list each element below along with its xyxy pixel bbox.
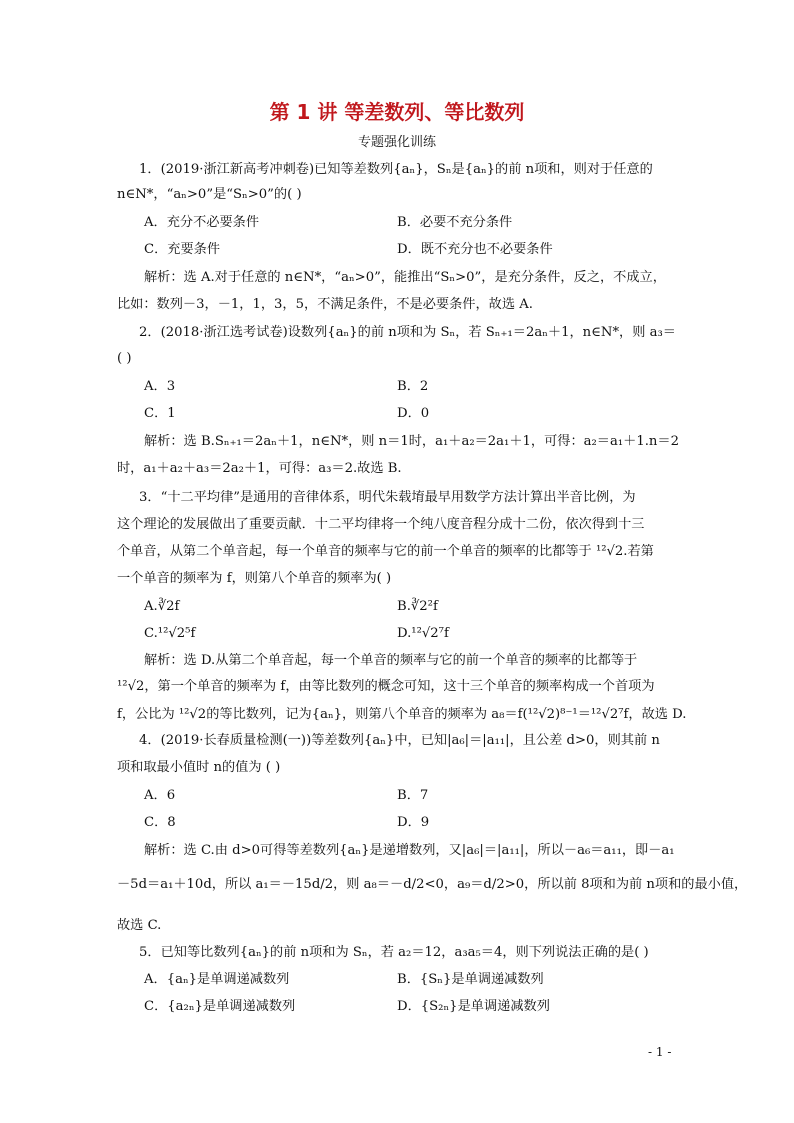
- q1-solution-2: 比如：数列－3，－1，1，3，5，不满足条件，不是必要条件，故选 A.: [117, 297, 533, 312]
- q2-line-2: ( ): [117, 351, 132, 366]
- q1-option-d: D．既不充分也不必要条件: [397, 242, 553, 257]
- q2-option-a: A．3: [144, 379, 176, 394]
- q5-option-b: B．{Sₙ}是单调递减数列: [397, 972, 544, 987]
- q1-line-2: n∈N*，“aₙ>0”是“Sₙ>0”的( ): [117, 187, 302, 202]
- q2-option-d: D．0: [397, 406, 430, 421]
- q3-option-d: D.¹²√2⁷f: [397, 626, 449, 641]
- q1-line-1: 1．(2019·浙江新高考冲刺卷)已知等差数列{aₙ}，Sₙ是{aₙ}的前 n项和，则对于任意的: [139, 162, 653, 177]
- q2-solution-2: 时，a₁＋a₂＋a₃＝2a₂＋1，可得：a₃＝2.故选 B.: [117, 461, 402, 476]
- q3-option-c: C.¹²√2⁵f: [144, 626, 196, 641]
- page-title: 第 1 讲 等差数列、等比数列: [269, 100, 525, 124]
- q4-solution-3: 故选 C.: [117, 918, 162, 933]
- q2-solution-1: 解析：选 B.Sₙ₊₁＝2aₙ＋1，n∈N*，则 n＝1时，a₁＋a₂＝2a₁＋1，可得：a₂＝a₁＋1.n＝2: [144, 434, 679, 449]
- q1-option-b: B．必要不充分条件: [397, 215, 513, 230]
- q1-solution-1: 解析：选 A.对于任意的 n∈N*，“aₙ>0”，能推出“Sₙ>0”，是充分条件，反之，不成立，: [144, 270, 666, 285]
- q2-option-b: B．2: [397, 379, 429, 394]
- q3-solution-2: ¹²√2，第一个单音的频率为 f，由等比数列的概念可知，这十三个单音的频率构成一个首项为: [117, 679, 655, 694]
- q3-line-4: 一个单音的频率为 f，则第八个单音的频率为( ): [117, 571, 392, 586]
- q1-option-a: A．充分不必要条件: [144, 215, 260, 230]
- page-subtitle: 专题强化训练: [357, 135, 436, 150]
- q4-option-a: A．6: [144, 788, 176, 803]
- q4-solution-1: 解析：选 C.由 d>0可得等差数列{aₙ}是递增数列，又|a₆|＝|a₁₁|，所以－a₆＝a₁₁，即－a₁: [144, 843, 675, 858]
- q5-option-d: D．{S₂ₙ}是单调递减数列: [397, 999, 550, 1014]
- q5-line-1: 5．已知等比数列{aₙ}的前 n项和为 Sₙ，若 a₂＝12，a₃a₅＝4，则下列说法正确的是( ): [139, 945, 649, 960]
- q3-solution-1: 解析：选 D.从第二个单音起，每一个单音的频率与它的前一个单音的频率的比都等于: [144, 653, 638, 668]
- q3-line-1: 3．“十二平均律”是通用的音律体系，明代朱载堉最早用数学方法计算出半音比例，为: [139, 490, 636, 505]
- q1-option-c: C．充要条件: [144, 242, 221, 257]
- q4-option-b: B．7: [397, 788, 429, 803]
- page-number: - 1 -: [648, 1045, 672, 1059]
- q2-line-1: 2．(2018·浙江选考试卷)设数列{aₙ}的前 n项和为 Sₙ，若 Sₙ₊₁＝2aₙ＋1，n∈N*，则 a₃＝: [139, 325, 676, 340]
- q3-line-2: 这个理论的发展做出了重要贡献．十二平均律将一个纯八度音程分成十二份，依次得到十三: [117, 517, 645, 532]
- q2-option-c: C．1: [144, 406, 176, 421]
- q3-option-b: B.∛2²f: [397, 599, 438, 614]
- q4-option-d: D．9: [397, 815, 430, 830]
- q4-line-2: 项和取最小值时 n的值为 ( ): [117, 760, 281, 775]
- q3-option-a: A.∛2f: [144, 599, 180, 614]
- q4-solution-2: －5d＝a₁＋10d，所以 a₁＝－15d/2，则 a₈＝－d/2<0，a₉＝d/2>0，所以前 8项和为前 n项和的最小值，: [117, 877, 748, 892]
- q5-option-a: A．{aₙ}是单调递减数列: [144, 972, 290, 987]
- q3-solution-3: f，公比为 ¹²√2的等比数列，记为{aₙ}，则第八个单音的频率为 a₈＝f(¹²√2)⁸⁻¹＝¹²√2⁷f，故选 D.: [117, 707, 687, 722]
- q5-option-c: C．{a₂ₙ}是单调递减数列: [144, 999, 296, 1014]
- q3-line-3: 个单音，从第二个单音起，每一个单音的频率与它的前一个单音的频率的比都等于 ¹²√2.若第: [117, 544, 654, 559]
- q4-option-c: C．8: [144, 815, 176, 830]
- q4-line-1: 4．(2019·长春质量检测(一))等差数列{aₙ}中，已知|a₆|＝|a₁₁|，且公差 d>0，则其前 n: [139, 733, 660, 748]
